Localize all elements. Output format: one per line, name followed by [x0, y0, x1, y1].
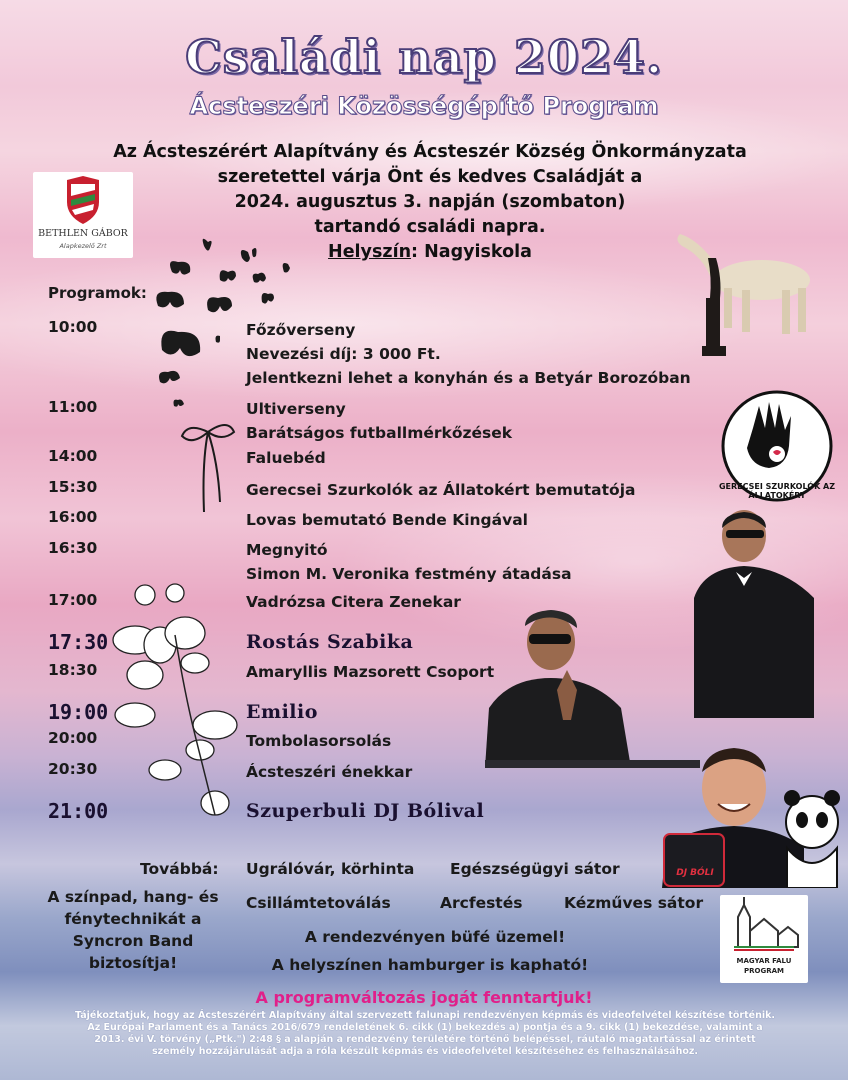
- sponsor-note: [28, 886, 238, 974]
- dj-boli-photo: [662, 738, 847, 888]
- program-change-notice: A programváltozás jogát fenntartjuk!: [255, 988, 593, 1007]
- extras-label: Továbbá:: [140, 860, 219, 878]
- location-label: Helyszín: [328, 242, 412, 262]
- sponsor-line: Syncron Band: [72, 932, 194, 950]
- program-time-highlight: 17:30: [48, 630, 109, 654]
- program-time: 15:30: [48, 478, 98, 496]
- privacy-disclaimer: [30, 1010, 820, 1058]
- program-desc: Tombolasorsolás: [246, 732, 392, 750]
- program-time: 16:30: [48, 539, 98, 557]
- extras-item: Arcfestés: [440, 894, 523, 912]
- magyar-falu-line1: MAGYAR FALU: [736, 957, 792, 965]
- page-subtitle: Ácsteszéri Közösségépítő Program: [189, 92, 659, 120]
- program-time-highlight: 21:00: [48, 799, 109, 823]
- sponsor-line: biztosítja!: [88, 954, 178, 972]
- sponsor-line: A színpad, hang- és: [47, 888, 219, 906]
- program-desc: Vadrózsa Citera Zenekar: [246, 593, 461, 611]
- buffet-note: A rendezvényen büfé üzemel!: [304, 928, 566, 946]
- sponsor-line: fénytechnikát a: [64, 910, 202, 928]
- program-time: 10:00: [48, 318, 98, 336]
- bethlen-gabor-logo: [33, 172, 133, 258]
- invitation-line: szeretettel várja Önt és kedves Családját a: [217, 167, 643, 187]
- performer-photo-emilio: [690, 500, 826, 718]
- bethlen-name: BETHLEN GÁBOR: [38, 228, 128, 239]
- program-desc-highlight: Szuperbuli DJ Bólival: [246, 800, 485, 822]
- program-desc: Faluebéd: [246, 449, 326, 467]
- bethlen-sub: Alapkezelő Zrt: [59, 242, 107, 250]
- extras-item: Egészségügyi sátor: [450, 860, 620, 878]
- extras-item: Kézműves sátor: [564, 894, 704, 912]
- program-desc: Jelentkezni lehet a konyhán és a Betyár Borozóban: [246, 369, 691, 387]
- program-desc: Ultiverseny: [246, 400, 346, 418]
- program-desc-highlight: Emilio: [246, 701, 318, 723]
- bethlen-shield-icon: [33, 172, 133, 228]
- program-time: 14:00: [48, 447, 98, 465]
- program-desc: Barátságos futballmérkőzések: [246, 424, 513, 442]
- gerecsei-text: GERECSEI SZURKOLÓK AZ ÁLLATOKÉRT: [718, 482, 836, 500]
- disclaimer-line: személy hozzájárulását adja a róla készült képmás és videofelvétel készítéséhez és felhasználásához.: [151, 1046, 699, 1057]
- program-time-highlight: 19:00: [48, 700, 109, 724]
- program-desc: Amaryllis Mazsorett Csoport: [246, 663, 495, 681]
- extras-item: Ugrálóvár, körhinta: [246, 860, 415, 878]
- magyar-falu-logo: [720, 895, 808, 983]
- program-desc: Ácsteszéri énekkar: [246, 763, 413, 781]
- program-time: 17:00: [48, 591, 98, 609]
- disclaimer-line: Tájékoztatjuk, hogy az Ácsteszérért Alapítvány által szervezett falunapi rendezvényen képmás és videofelvétel készítése történik.: [74, 1010, 776, 1021]
- disclaimer-line: Az Európai Parlament és a Tanács 2016/679 rendeletének 6. cikk (1) bekezdés a) pontja és a 9. cikk (1) bekezdése, valamint a: [87, 1022, 763, 1033]
- program-desc: Simon M. Veronika festmény átadása: [246, 565, 572, 583]
- program-time: 20:30: [48, 760, 98, 778]
- village-church-icon: [720, 895, 808, 955]
- program-desc: Nevezési díj: 3 000 Ft.: [246, 345, 441, 363]
- program-desc: Főzőverseny: [246, 321, 356, 339]
- program-entry: [246, 318, 691, 390]
- location-value: : Nagyiskola: [411, 242, 532, 262]
- program-desc-highlight: Rostás Szabika: [246, 631, 414, 653]
- page-title: Családi nap 2024.: [185, 30, 663, 84]
- program-entry: [246, 397, 512, 445]
- program-label: Programok:: [48, 284, 147, 302]
- program-time: 11:00: [48, 398, 98, 416]
- flower-illustration: [105, 575, 245, 820]
- program-desc: Megnyitó: [246, 541, 328, 559]
- dj-logo-text: DJ BÓLI: [676, 868, 714, 878]
- magyar-falu-line2: PROGRAM: [744, 967, 784, 975]
- program-desc: Lovas bemutató Bende Kingával: [246, 511, 528, 529]
- horse-photo: [672, 218, 832, 368]
- extras-item: Csillámtetoválás: [246, 894, 391, 912]
- invitation-line: Az Ácsteszérért Alapítvány és Ácsteszér Község Önkormányzata: [113, 142, 747, 162]
- program-entry: [246, 538, 572, 586]
- burger-note: A helyszínen hamburger is kapható!: [271, 956, 589, 974]
- program-desc: Gerecsei Szurkolók az Állatokért bemutatója: [246, 481, 636, 499]
- program-time: 16:00: [48, 508, 98, 526]
- invitation-line: tartandó családi napra.: [314, 217, 546, 237]
- gerecsei-badge: [713, 388, 841, 504]
- invitation-line: 2024. augusztus 3. napján (szombaton): [234, 192, 626, 212]
- program-time: 18:30: [48, 661, 98, 679]
- disclaimer-line: 2013. évi V. törvény („Ptk.") 2:48 § a alapján a rendezvény területére történő belépéssel, ráutaló magatartással az érintett: [94, 1034, 756, 1045]
- program-time: 20:00: [48, 729, 98, 747]
